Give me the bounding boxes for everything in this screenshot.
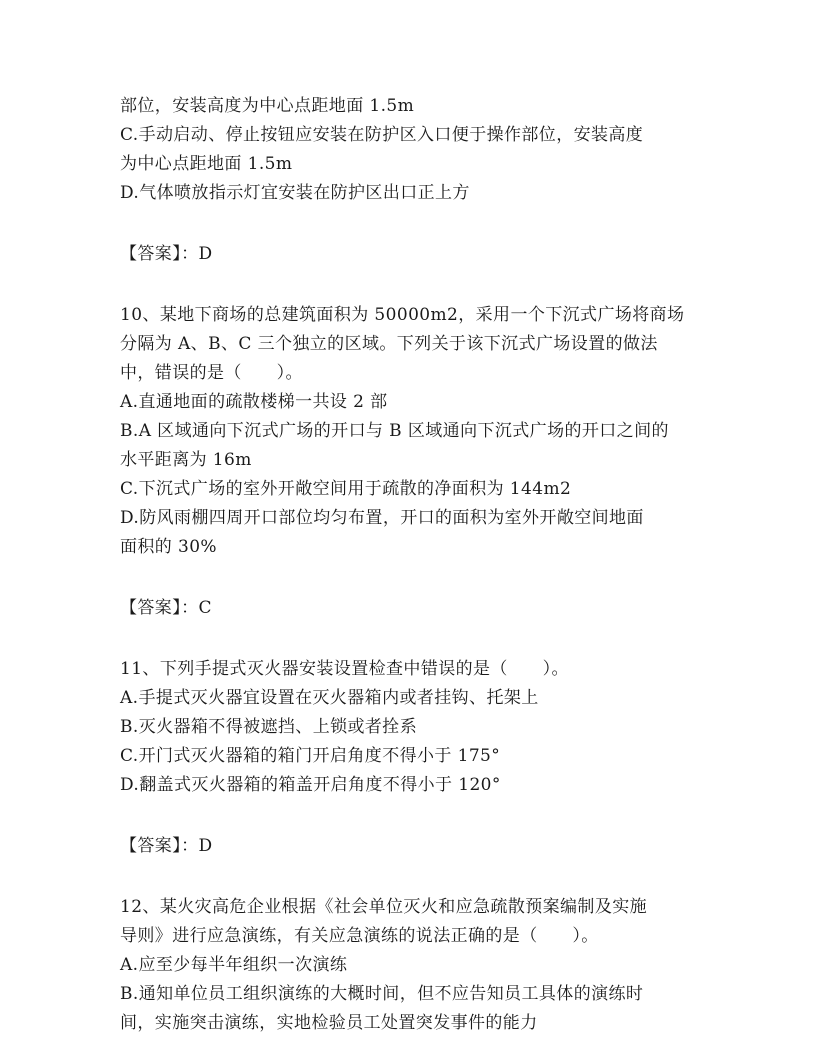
question-stem: 12、某火灾高危企业根据《社会单位灭火和应急疏散预案编制及实施 xyxy=(120,897,648,917)
option-b: B.通知单位员工组织演练的大概时间，但不应告知员工具体的演练时 xyxy=(120,984,644,1004)
option-a: A.应至少每半年组织一次演练 xyxy=(120,955,348,975)
question-11 xyxy=(120,655,710,800)
option-c: C.开门式灭火器箱的箱门开启角度不得小于 175° xyxy=(120,746,501,766)
question-9-continuation xyxy=(120,92,710,208)
option-a: A.直通地面的疏散楼梯一共设 2 部 xyxy=(120,392,388,412)
question-stem: 10、某地下商场的总建筑面积为 50000m2，采用一个下沉式广场将商场 xyxy=(120,305,685,325)
answer-10: 【答案】：C xyxy=(120,598,212,618)
question-10 xyxy=(120,301,710,562)
question-stem: 分隔为 A、B、C 三个独立的区域。下列关于该下沉式广场设置的做法 xyxy=(120,334,658,354)
option-b: B.A 区域通向下沉式广场的开口与 B 区域通向下沉式广场的开口之间的 xyxy=(120,421,669,441)
answer-11: 【答案】：D xyxy=(120,836,213,856)
option-d: D.气体喷放指示灯宜安装在防护区出口正上方 xyxy=(120,183,470,203)
option-a: A.手提式灭火器宜设置在灭火器箱内或者挂钩、托架上 xyxy=(120,688,539,708)
option-c: C.手动启动、停止按钮应安装在防护区入口便于操作部位，安装高度 xyxy=(120,125,644,145)
question-stem: 导则》进行应急演练，有关应急演练的说法正确的是（ ）。 xyxy=(120,926,599,946)
question-12 xyxy=(120,893,710,1038)
option-b: B.灭火器箱不得被遮挡、上锁或者拴系 xyxy=(120,717,418,737)
option-b-cont: 间，实施突击演练，实地检验员工处置突发事件的能力 xyxy=(120,1013,538,1033)
option-d-cont: 面积的 30% xyxy=(120,537,217,557)
text-line: 部位，安装高度为中心点距地面 1.5m xyxy=(120,96,415,116)
option-b-cont: 水平距离为 16m xyxy=(120,450,252,470)
question-stem: 11、下列手提式灭火器安装设置检查中错误的是（ ）。 xyxy=(120,659,569,679)
option-d: D.翻盖式灭火器箱的箱盖开启角度不得小于 120° xyxy=(120,775,501,795)
question-stem: 中，错误的是（ ）。 xyxy=(120,363,303,383)
answer-9: 【答案】：D xyxy=(120,244,213,264)
option-d: D.防风雨棚四周开口部位均匀布置，开口的面积为室外开敞空间地面 xyxy=(120,508,644,528)
text-line: 为中心点距地面 1.5m xyxy=(120,154,293,174)
document-page xyxy=(120,92,710,1038)
option-c: C.下沉式广场的室外开敞空间用于疏散的净面积为 144m2 xyxy=(120,479,572,499)
